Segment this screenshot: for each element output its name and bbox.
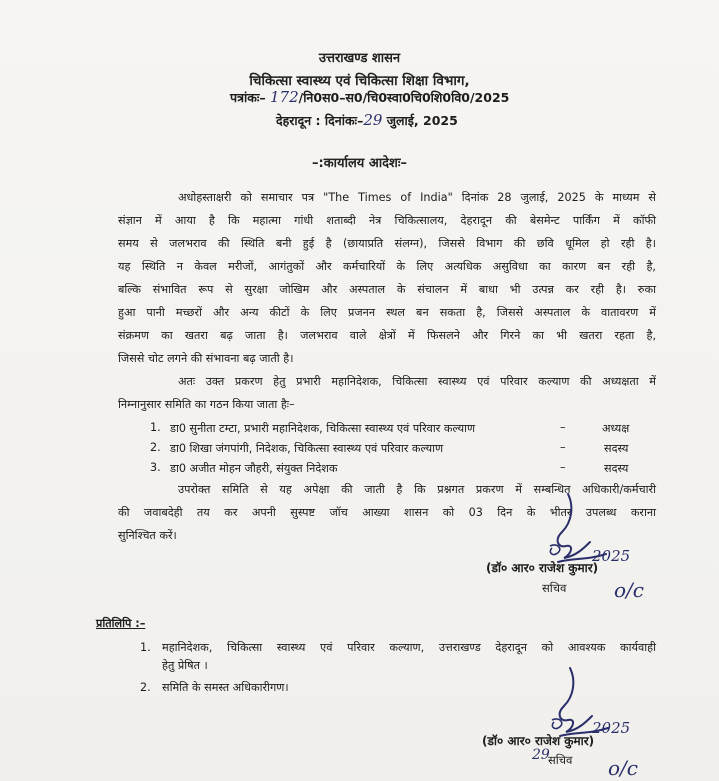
date-prefix: देहरादून : दिनांकः– <box>276 113 364 128</box>
member-dash: – <box>560 461 566 474</box>
letter-number-handwritten: 172 <box>269 88 299 106</box>
member-dash: – <box>560 441 566 454</box>
paragraph-line: अधोहस्ताक्षरी को समाचार पत्र "The Times of India" दिनांक 28 जुलाई, 2025 के माध्यम से <box>178 191 656 204</box>
copy-item-number: 2. <box>140 681 151 694</box>
department-heading: चिकित्सा स्वास्थ्य एवं चिकित्सा शिक्षा विभाग, <box>249 73 470 89</box>
paragraph-line: हुआ पानी मच्छरों और अन्य कीटों के लिए प्रजनन स्थल बन सकता है, जिससे अस्पताल के वातावरण में <box>118 306 656 319</box>
order-title: –:कार्यालय आदेशः– <box>312 156 407 171</box>
member-name: डा0 अजीत मोहन जौहरी, संयुक्त निदेशक <box>170 462 338 475</box>
paragraph-line: संज्ञान में आया है कि महात्मा गांधी शताब्दी नेत्र चिकित्सालय, देहरादून की बेसमेन्ट पार्किंग में कॉफी <box>118 214 656 227</box>
signatory-designation: सचिव <box>548 753 573 767</box>
signatory-designation: सचिव <box>542 581 567 595</box>
handwritten-note: o/c <box>608 756 638 780</box>
handwritten-year: 2025 <box>592 547 631 565</box>
date-day-handwritten: 29 <box>363 111 383 129</box>
handwritten-day: 29 <box>532 747 550 763</box>
member-role: अध्यक्ष <box>602 422 630 435</box>
paragraph-line: जिससे चोट लगने की संभावना बढ़ जाती है। <box>118 352 294 365</box>
government-heading: उत्तराखण्ड शासन <box>318 51 401 66</box>
letter-number <box>230 88 510 106</box>
paragraph-line: यह स्थिति न केवल मरीजों, आगंतुकों और कर्मचारियों के लिए अत्यधिक असुविधा का कारण बन रही है, <box>118 260 656 273</box>
member-name: डा0 सुनीता टम्टा, प्रभारी महानिदेशक, चिकित्सा स्वास्थ्य एवं परिवार कल्याण <box>170 422 476 435</box>
paragraph-line: अतः उक्त प्रकरण हेतु प्रभारी महानिदेशक, चिकित्सा स्वास्थ्य एवं परिवार कल्याण की अध्यक्षता में <box>178 375 656 388</box>
member-number: 3. <box>150 461 161 474</box>
paragraph-line: की जवाबदेही तय कर अपनी सुस्पष्ट जॉच आख्या शासन को 03 दिन के भीतर उपलब्ध कराना <box>118 506 656 519</box>
letter-suffix: /नि0स0–स0/चि0स्वा0चि0शि0वि0/2025 <box>298 90 510 105</box>
paragraph-line: समय से जलभराव की स्थिति बनी हुई है (छायाप्रति संलग्न), जिससे विभाग की छवि धूमिल हो रही है। <box>118 237 656 250</box>
copy-label: प्रतिलिपि :– <box>96 617 146 630</box>
copy-item-text: महानिदेशक, चिकित्सा स्वास्थ्य एवं परिवार कल्याण, उत्तराखण्ड देहरादून को आवश्यक कार्यवाही <box>162 641 656 654</box>
member-dash: – <box>560 421 566 434</box>
copy-item-number: 1. <box>140 641 151 654</box>
paragraph-line: संक्रमण का खतरा बढ़ जाता है। जलभराव वाले क्षेत्रों में फिसलने और गिरने का भी खतरा रहता है, <box>118 329 656 342</box>
member-number: 1. <box>150 421 161 434</box>
copy-item-text: समिति के समस्त अधिकारीगण। <box>162 681 289 694</box>
letter-date <box>276 111 458 129</box>
date-suffix: जुलाई, 2025 <box>386 113 458 128</box>
handwritten-year: 2025 <box>592 719 631 737</box>
member-name: डा0 शिखा जंगपांगी, निदेशक, चिकित्सा स्वास्थ्य एवं परिवार कल्याण <box>170 442 444 455</box>
paragraph-line: सुनिश्चित करें। <box>118 529 177 542</box>
paragraph-line: उपरोक्त समिति से यह अपेक्षा की जाती है कि प्रश्नगत प्रकरण में सम्बन्धित अधिकारी/कर्मचारी <box>178 483 656 496</box>
paragraph-line: बल्कि संभावित रूप से सुरक्षा जोखिम और अस्पताल के संचालन में बाधा भी उत्पन्न कर रही है। रुका <box>118 283 656 296</box>
signatory-name: (डॉ० आर० राजेश कुमार) <box>486 561 599 575</box>
paragraph-line: निम्नानुसार समिति का गठन किया जाता हैः– <box>118 398 295 411</box>
signatory-name: (डॉ० आर० राजेश कुमार) <box>482 734 595 748</box>
letter-label: पत्रांकः– <box>230 90 266 105</box>
handwritten-note: o/c <box>614 578 644 602</box>
member-role: सदस्य <box>604 442 629 455</box>
member-number: 2. <box>150 441 161 454</box>
member-role: सदस्य <box>604 462 629 475</box>
copy-item-text: हेतु प्रेषित । <box>162 659 208 672</box>
